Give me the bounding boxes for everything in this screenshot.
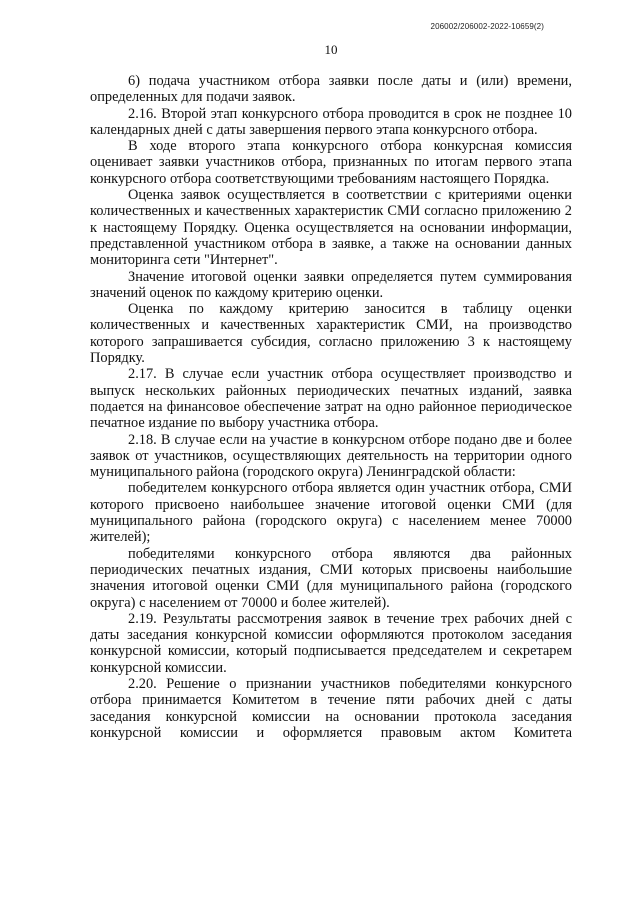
paragraph: Оценка по каждому критерию заносится в таблицу оценки количественных и качественных характеристик СМИ, на производство которого запрашивается субсидия, согласно приложению 3 к настоящему Порядку. [90, 301, 572, 367]
paragraph: 2.18. В случае если на участие в конкурсном отборе подано две и более заявок от участников, осуществляющих деятельность на территории одного муниципального района (городского округа) Ленинградской области: [90, 431, 572, 481]
paragraph: победителями конкурсного отбора являются два районных периодических печатных издания, СМИ которых присвоены наибольшие значения итоговой оценки СМИ (для муниципального района (городского округа) с населением от 70000 и более жителей). [90, 545, 572, 611]
paragraph: 6) подача участником отбора заявки после даты и (или) времени, определенных для подачи заявок. [90, 73, 572, 106]
document-body [90, 73, 572, 741]
paragraph: Оценка заявок осуществляется в соответствии с критериями оценки количественных и качественных характеристик СМИ согласно приложению 2 к настоящему Порядку. Оценка осуществляется на основании информации, представленной участником отбора в заявке, а также на основании данных мониторинга сети "Интернет". [90, 187, 572, 269]
paragraph: 2.16. Второй этап конкурсного отбора проводится в срок не позднее 10 календарных дней с даты завершения первого этапа конкурсного отбора. [90, 105, 572, 138]
paragraph: Значение итоговой оценки заявки определяется путем суммирования значений оценок по каждому критерию оценки. [90, 268, 572, 301]
paragraph: 2.19. Результаты рассмотрения заявок в течение трех рабочих дней с даты заседания конкурсной комиссии оформляются протоколом заседания конкурсной комиссии, который подписывается председателем и секретарем конкурсной комиссии. [90, 610, 572, 676]
paragraph: победителем конкурсного отбора является один участник отбора, СМИ которого присвоено наибольшее значение итоговой оценки СМИ (для муниципального района (городского округа) с населением менее 70000 жителей); [90, 480, 572, 546]
document-id: 206002/206002-2022-10659(2) [430, 22, 544, 31]
paragraph: В ходе второго этапа конкурсного отбора конкурсная комиссия оценивает заявки участников отбора, признанных по итогам первого этапа конкурсного отбора соответствующими требованиям настоящего Порядка. [90, 138, 572, 187]
paragraph: 2.17. В случае если участник отбора осуществляет производство и выпуск нескольких районных периодических печатных изданий, заявка подается на финансовое обеспечение затрат на одно районное периодическое печатное издание по выбору участника отбора. [90, 366, 572, 432]
page-number: 10 [324, 42, 338, 57]
paragraph: 2.20. Решение о признании участников победителями конкурсного отбора принимается Комитетом в течение пяти рабочих дней с даты заседания конкурсной комиссии на основании протокола заседания конкурсной комиссии и оформляется правовым актом Комитета [90, 675, 572, 741]
